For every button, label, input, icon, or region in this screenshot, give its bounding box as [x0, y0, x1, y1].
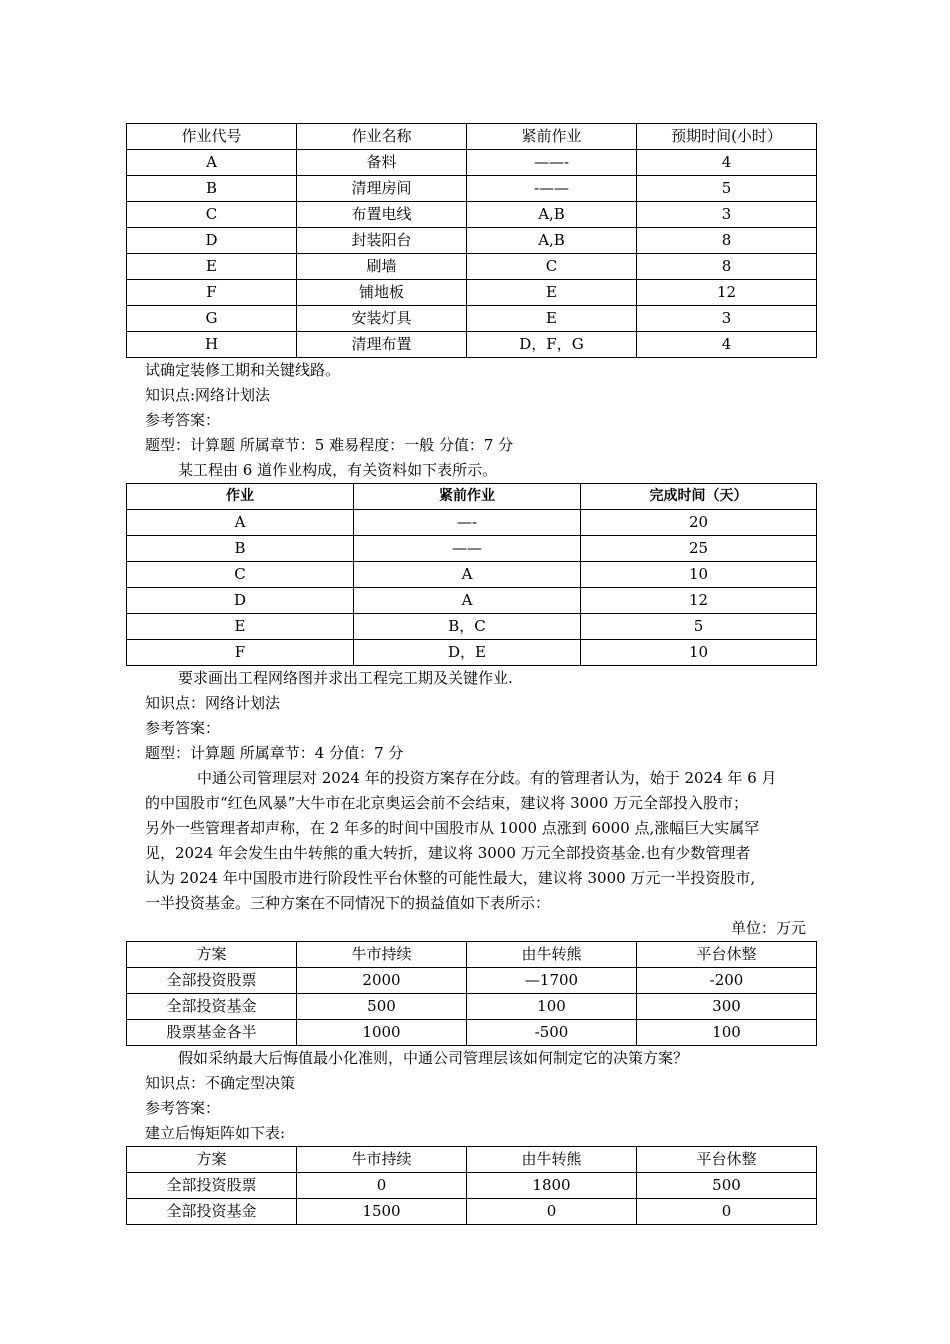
table-row — [127, 614, 817, 640]
task-table-2 — [126, 483, 817, 666]
table-header-cell: 牛市持续 — [297, 1147, 467, 1173]
table-header-cell: 作业名称 — [297, 124, 467, 150]
table-cell: A — [127, 150, 297, 176]
paragraph-line: 中通公司管理层对 2024 年的投资方案存在分歧。有的管理者认为，始于 2024 年 6 月 — [197, 769, 777, 787]
table-cell: A,B — [467, 228, 637, 254]
table-cell: 10 — [581, 640, 817, 666]
question-meta: 题型：计算题 所属章节：4 分值：7 分 — [145, 744, 404, 762]
table-header-row — [127, 124, 817, 150]
table-header-cell: 作业 — [127, 484, 354, 510]
table-cell: 备料 — [297, 150, 467, 176]
unit-label: 单位：万元 — [730, 919, 806, 937]
table-cell: 刷墙 — [297, 254, 467, 280]
reference-answer-label: 参考答案： — [145, 411, 221, 429]
paragraph-line: 见，2024 年会发生由牛转熊的重大转折，建议将 3000 万元全部投资基金.也有少数管理者 — [145, 844, 751, 862]
table-cell: D — [127, 228, 297, 254]
table-cell: A — [127, 510, 354, 536]
table-cell: 0 — [297, 1173, 467, 1199]
table-cell: B — [127, 176, 297, 202]
table-cell: 清理布置 — [297, 332, 467, 358]
table-row — [127, 1020, 817, 1046]
table-cell: E — [467, 280, 637, 306]
paragraph-line: 认为 2024 年中国股市进行阶段性平台休整的可能性最大，建议将 3000 万元一半投资股市, — [145, 869, 756, 887]
table-cell: 铺地板 — [297, 280, 467, 306]
table-cell: 100 — [467, 994, 637, 1020]
table-header-row — [127, 484, 817, 510]
table-cell: D — [127, 588, 354, 614]
question-intro: 某工程由 6 道作业构成，有关资料如下表所示。 — [178, 461, 498, 479]
table-cell: —1700 — [467, 968, 637, 994]
table-row — [127, 176, 817, 202]
table-cell: A — [354, 588, 581, 614]
table-row — [127, 306, 817, 332]
table-row — [127, 228, 817, 254]
table-cell: 12 — [581, 588, 817, 614]
question-paragraph — [126, 766, 808, 916]
table-header-cell: 方案 — [127, 942, 297, 968]
table-header-cell: 牛市持续 — [297, 942, 467, 968]
table-cell: 0 — [637, 1199, 817, 1225]
table-cell: 全部投资股票 — [127, 968, 297, 994]
table-cell: 2000 — [297, 968, 467, 994]
table-cell: —- — [354, 510, 581, 536]
table-cell: A,B — [467, 202, 637, 228]
table-header-cell: 紧前作业 — [467, 124, 637, 150]
table-header-cell: 方案 — [127, 1147, 297, 1173]
table-header-cell: 由牛转熊 — [467, 1147, 637, 1173]
payoff-table — [126, 941, 817, 1046]
table-cell: ——- — [467, 150, 637, 176]
table-cell: B，C — [354, 614, 581, 640]
table-row — [127, 994, 817, 1020]
table-row — [127, 562, 817, 588]
table-cell: 1800 — [467, 1173, 637, 1199]
table-header-cell: 作业代号 — [127, 124, 297, 150]
table-cell: 0 — [467, 1199, 637, 1225]
table-header-cell: 平台休整 — [637, 1147, 817, 1173]
knowledge-point: 知识点:网络计划法 — [145, 386, 271, 404]
table-cell: 500 — [297, 994, 467, 1020]
table-cell: 3 — [637, 202, 817, 228]
knowledge-point: 知识点：不确定型决策 — [145, 1074, 296, 1092]
table-cell: E — [127, 614, 354, 640]
table-cell: B — [127, 536, 354, 562]
table-cell: C — [127, 202, 297, 228]
table-cell: E — [127, 254, 297, 280]
table-cell: 全部投资基金 — [127, 994, 297, 1020]
table-row — [127, 640, 817, 666]
table-cell: 25 — [581, 536, 817, 562]
table-cell: 封装阳台 — [297, 228, 467, 254]
reference-answer-label: 参考答案： — [145, 1099, 221, 1117]
table-header-cell: 平台休整 — [637, 942, 817, 968]
table-cell: C — [467, 254, 637, 280]
table-cell: C — [127, 562, 354, 588]
table-cell: 5 — [637, 176, 817, 202]
table-cell: 12 — [637, 280, 817, 306]
table-cell: 100 — [637, 1020, 817, 1046]
table-cell: 股票基金各半 — [127, 1020, 297, 1046]
table-cell: 10 — [581, 562, 817, 588]
paragraph-line: 一半投资基金。三种方案在不同情况下的损益值如下表所示： — [145, 894, 551, 912]
table-cell: —— — [354, 536, 581, 562]
table-cell: 4 — [637, 332, 817, 358]
question-text: 要求画出工程网络图并求出工程完工期及关键作业. — [178, 669, 513, 687]
table-cell: 安装灯具 — [297, 306, 467, 332]
table-cell: 8 — [637, 228, 817, 254]
table-header-cell: 预期时间(小时） — [637, 124, 817, 150]
question-text: 试确定装修工期和关键线路。 — [145, 361, 341, 379]
table-cell: -200 — [637, 968, 817, 994]
table-row — [127, 150, 817, 176]
table-cell: 5 — [581, 614, 817, 640]
table-row — [127, 968, 817, 994]
table-header-cell: 紧前作业 — [354, 484, 581, 510]
table-cell: 全部投资股票 — [127, 1173, 297, 1199]
task-table-1 — [126, 123, 817, 358]
regret-matrix-intro: 建立后悔矩阵如下表: — [145, 1124, 286, 1142]
table-row — [127, 588, 817, 614]
table-cell: 清理房间 — [297, 176, 467, 202]
table-row — [127, 202, 817, 228]
document-page — [126, 123, 816, 1225]
table-header-cell: 完成时间（天） — [581, 484, 817, 510]
table-cell: F — [127, 280, 297, 306]
paragraph-line: 的中国股市“红色风暴”大牛市在北京奥运会前不会结束，建议将 3000 万元全部投入股市； — [145, 794, 749, 812]
question-meta: 题型：计算题 所属章节：5 难易程度：一般 分值：7 分 — [145, 436, 514, 454]
table-cell: 布置电线 — [297, 202, 467, 228]
table-header-row — [127, 942, 817, 968]
table-header-cell: 由牛转熊 — [467, 942, 637, 968]
table-cell: 3 — [637, 306, 817, 332]
table-row — [127, 254, 817, 280]
regret-table — [126, 1146, 817, 1225]
question-text: 假如采纳最大后悔值最小化准则，中通公司管理层该如何制定它的决策方案？ — [178, 1049, 689, 1067]
table-cell: A — [354, 562, 581, 588]
table-cell: 全部投资基金 — [127, 1199, 297, 1225]
table-cell: D，F，G — [467, 332, 637, 358]
table-cell: G — [127, 306, 297, 332]
table-cell: H — [127, 332, 297, 358]
table-row — [127, 1199, 817, 1225]
table-cell: D，E — [354, 640, 581, 666]
table-cell: -500 — [467, 1020, 637, 1046]
table-cell: 1500 — [297, 1199, 467, 1225]
table-row — [127, 1173, 817, 1199]
table-cell: 300 — [637, 994, 817, 1020]
table-cell: 4 — [637, 150, 817, 176]
table-cell: 500 — [637, 1173, 817, 1199]
paragraph-line: 另外一些管理者却声称，在 2 年多的时间中国股市从 1000 点涨到 6000 点,涨幅巨大实属罕 — [145, 819, 760, 837]
table-header-row — [127, 1147, 817, 1173]
knowledge-point: 知识点：网络计划法 — [145, 694, 281, 712]
table-cell: 8 — [637, 254, 817, 280]
table-row — [127, 536, 817, 562]
table-row — [127, 332, 817, 358]
table-cell: -—— — [467, 176, 637, 202]
table-cell: E — [467, 306, 637, 332]
table-cell: F — [127, 640, 354, 666]
reference-answer-label: 参考答案： — [145, 719, 221, 737]
table-row — [127, 280, 817, 306]
table-cell: 1000 — [297, 1020, 467, 1046]
table-row — [127, 510, 817, 536]
table-cell: 20 — [581, 510, 817, 536]
